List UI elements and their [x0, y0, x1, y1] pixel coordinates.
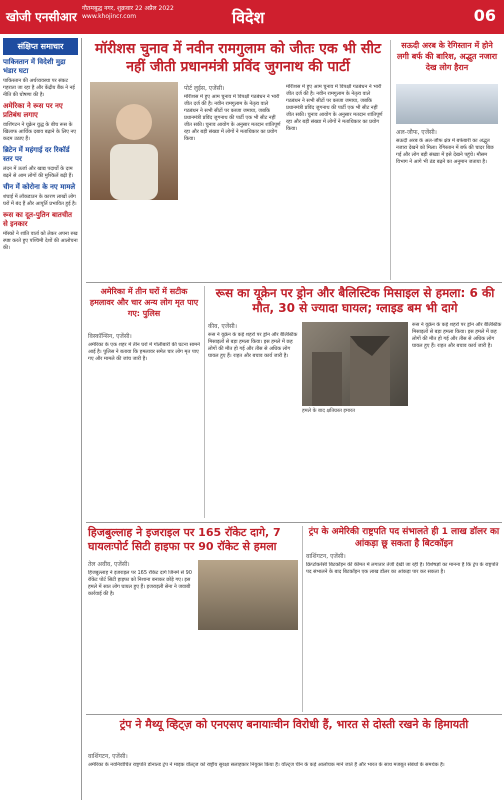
trump-body: अमेरिका के नवनिर्वाचित राष्ट्रपति डोनाल्ड ट्रंप ने माइक वॉल्ट्ज को राष्ट्रीय सुरक्षा सलाहकार नियुक्त किया है। वॉल्ट्ज चीन के कड़े आलोचक माने जाते हैं और भारत के साथ मजबूत संबंधों के समर्थक हैं।: [88, 762, 445, 768]
snow-body: सऊदी अरब के अल-जौफ क्षेत्र में बर्फबारी का अद्भुत नजारा देखने को मिला। रेगिस्तान में बर्फ की चादर बिछ गई और लोग बड़ी संख्या में इसे देखने पहुंचे। मौसम विभाग ने आगे भी ठंड बढ़ने का अनुमान जताया है।: [396, 138, 494, 165]
column-divider: [204, 286, 205, 518]
bitcoin-body: क्रिप्टोकरेंसी बिटकॉइन की कीमत में लगातार तेजी देखी जा रही है। विशेषज्ञों का मानना है कि ट्रंप के राष्ट्रपति पद संभालने के बाद बिटकॉइन एक लाख डॉलर का आंकड़ा पार कर सकता है।: [306, 562, 499, 575]
russia-body-col2: रूस ने यूक्रेन के कई शहरों पर ड्रोन और बैलिस्टिक मिसाइलों से बड़ा हमला किया। इस हमले में छह लोगों की मौत हो गई और तीस से अधिक लोग घायल हुए हैं। राहत और बचाव कार्य जारी है।: [412, 322, 502, 349]
page-number: 06: [473, 6, 496, 25]
column-divider: [390, 40, 391, 280]
russia-byline: कीव, एजेंसी।: [208, 323, 237, 330]
dateline: [82, 5, 174, 21]
section-divider: [86, 714, 502, 715]
mauritius-photo: [90, 82, 178, 200]
dateline-website: www.khojincr.com: [82, 13, 137, 20]
person-image-icon: [90, 82, 178, 200]
brief-body: लंदन में ऊर्जा और खाद्य पदार्थों के दाम बढ़ने से आम लोगों की मुश्किलें बढ़ी हैं।: [3, 166, 74, 179]
usa-byline: विस्कॉन्सिन, एजेंसी।: [88, 333, 132, 340]
brief-headline: पाकिस्तान में विदेशी मुद्रा भंडार घटा: [3, 58, 66, 75]
bitcoin-headline: ट्रंप के अमेरिकी राष्ट्रपति पद संभालते ही 1 लाख डॉलर का आंकड़ा छू सकता है बिटकॉइन: [308, 527, 500, 549]
trump-byline: वाशिंगटन, एजेंसी।: [88, 753, 128, 760]
section-divider: [86, 522, 502, 523]
paper-name: खोजी एनसीआर: [6, 10, 77, 24]
sidebar-briefs: [0, 38, 82, 800]
dateline-text: गौतमबुद्ध नगर, शुक्रवार 22 अप्रैल 2022: [82, 5, 174, 12]
mauritius-body-col2: मॉरीशस में हुए आम चुनाव में विपक्षी गठबंधन ने भारी जीत दर्ज की है। नवीन रामगुलाम के नेतृत्व वाले गठबंधन ने सभी सीटों पर कब्जा जमाया, जबकि प्रधानमंत्री प्रविंद जुगनाथ की पार्टी एक भी सीट नहीं जीत सकी। चुनाव आयोग के अनुसार मतदान शांतिपूर्ण रहा और बड़ी संख्या में लोगों ने मताधिकार का प्रयोग किया।: [286, 84, 383, 132]
brief-body: वाशिंगटन ने यूक्रेन युद्ध के बीच रूस के खिलाफ आर्थिक दबाव बढ़ाने के लिए नए कदम उठाए हैं।: [3, 122, 77, 142]
snow-photo: [396, 84, 498, 124]
hezbollah-byline: तेल अवीव, एजेंसी।: [88, 561, 130, 568]
brief-item: [0, 102, 81, 143]
brief-body: पाकिस्तान की अर्थव्यवस्था पर संकट गहराता जा रहा है और केंद्रीय बैंक ने नई नीति की घोषणा की है।: [3, 78, 75, 98]
damaged-building-icon: [302, 322, 408, 406]
snow-byline: अल-जौफ, एजेंसी।: [396, 129, 437, 136]
brief-item: [0, 211, 81, 252]
brief-body: मॉस्को ने शांति वार्ता को लेकर अपना रुख स्पष्ट करते हुए पश्चिमी देशों की आलोचना की।: [3, 231, 78, 251]
brief-body: शंघाई में लॉकडाउन के कारण लाखों लोग घरों में बंद हैं और आपूर्ति प्रभावित हुई है।: [3, 194, 77, 207]
column-divider: [302, 526, 303, 712]
hezbollah-photo: [198, 560, 298, 630]
russia-headline: रूस का यूक्रेन पर ड्रोन और बैलिस्टिक मिसाइल से हमला: 6 की मौत, 30 से ज्यादा घायल; ग्लाइड बम भी दागे: [215, 286, 495, 315]
section-divider: [86, 282, 502, 283]
brief-headline: रूस का दूत-पुतिन बातचीत से इनकार: [3, 211, 72, 228]
brief-headline: चीन में कोरोना के नए मामले: [3, 183, 76, 191]
masthead: [0, 0, 504, 34]
brief-headline: अमेरिका ने रूस पर नए प्रतिबंध लगाए: [3, 102, 63, 119]
section-title: विदेश: [232, 8, 265, 27]
russia-body: रूस ने यूक्रेन के कई शहरों पर ड्रोन और बैलिस्टिक मिसाइलों से बड़ा हमला किया। इस हमले में छह लोगों की मौत हो गई और तीस से अधिक लोग घायल हुए हैं। राहत और बचाव कार्य जारी है।: [208, 332, 298, 359]
hezbollah-body: हिजबुल्लाह ने इजराइल पर 165 रॉकेट दागे जिनमें से 90 रॉकेट पोर्ट सिटी हाइफा को निशाना बनाकर छोड़े गए। इस हमले में सात लोग घायल हुए हैं। इजराइली सेना ने जवाबी कार्रवाई की है।: [88, 570, 192, 597]
usa-headline: अमेरिका में तीन घरों में सटीक हमलावर और चार अन्य लोग मृत पाए गए: पुलिस: [89, 287, 199, 318]
snow-headline: सऊदी अरब के रेगिस्तान में होने लगी बर्फ की बारिश, अद्भुत नजारा देख लोग हैरान: [396, 41, 498, 72]
mauritius-headline: मॉरीशस चुनाव में नवीन रामगुलाम को जीतः एक भी सीट नहीं जीती प्रधानमंत्री प्रविंद जुगनाथ की पार्टी: [95, 41, 381, 75]
brief-item: [0, 146, 81, 180]
brief-item: [0, 58, 81, 99]
mauritius-body-col1: मॉरीशस में हुए आम चुनाव में विपक्षी गठबंधन ने भारी जीत दर्ज की है। नवीन रामगुलाम के नेतृत्व वाले गठबंधन ने सभी सीटों पर कब्जा जमाया, जबकि प्रधानमंत्री प्रविंद जुगनाथ की पार्टी एक भी सीट नहीं जीत सकी। चुनाव आयोग के अनुसार मतदान शांतिपूर्ण रहा और बड़ी संख्या में लोगों ने मताधिकार का प्रयोग किया।: [184, 94, 281, 142]
brief-item: [0, 183, 81, 208]
brief-headline: ब्रिटेन में महंगाई दर रिकॉर्ड स्तर पर: [3, 146, 70, 163]
trump-headline: ट्रंप ने मैथ्यू व्हिट्ज़ को एनएसए बनायाःचीन विरोधी हैं, भारत से दोस्ती रखने के हिमायती: [119, 718, 469, 731]
russia-caption: हमले के बाद क्षतिग्रस्त इमारत: [302, 408, 356, 414]
sidebar-band: संक्षिप्त समाचार: [3, 38, 78, 55]
russia-photo: [302, 322, 408, 406]
bitcoin-byline: वाशिंगटन, एजेंसी।: [306, 553, 346, 560]
hezbollah-headline: हिजबुल्लाह ने इजराइल पर 165 रॉकेट दागे, 7 घायलःपोर्ट सिटी हाइफा पर 90 रॉकेट से हमला: [88, 526, 281, 553]
mauritius-byline: पोर्ट लुईस, एजेंसी।: [184, 85, 225, 92]
usa-body: अमेरिका के एक शहर में तीन घरों में गोलीबारी की घटना सामने आई है। पुलिस ने बताया कि हमलावर समेत चार लोग मृत पाए गए और मामले की जांच जारी है।: [88, 342, 200, 362]
